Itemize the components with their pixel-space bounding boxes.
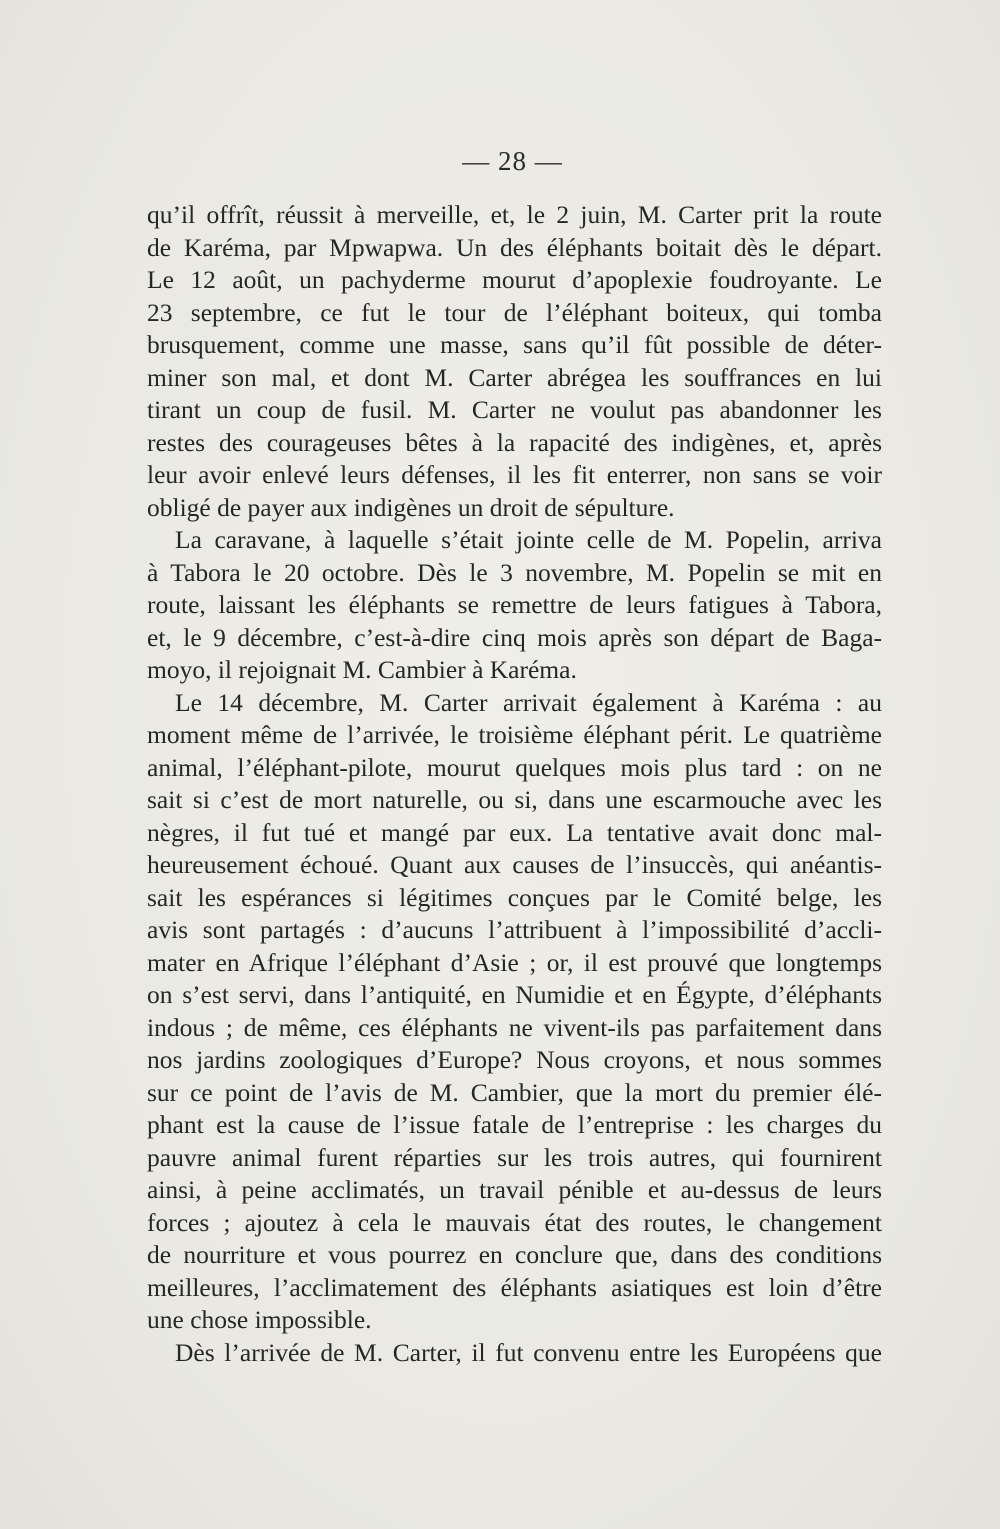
text-line: animal, l’éléphant-pilote, mourut quelques mois plus tard : on ne [147, 752, 882, 782]
text-line: Le 12 août, un pachyderme mourut d’apoplexie foudroyante. Le [147, 265, 882, 294]
text-line: pauvre animal furent réparties sur les trois autres, qui fournirent [147, 1142, 882, 1172]
text-line: La caravane, à laquelle s’était jointe celle de M. Popelin, arriva [175, 525, 882, 554]
text-line: moyo, il rejoignait M. Cambier à Karéma. [147, 655, 577, 684]
text-line: on s’est servi, dans l’antiquité, en Numidie et en Égypte, d’éléphants [147, 980, 882, 1009]
text-line: sur ce point de l’avis de M. Cambier, que la mort du premier élé- [147, 1077, 882, 1107]
text-line: une chose impossible. [147, 1305, 372, 1334]
text-line: moment même de l’arrivée, le troisième éléphant périt. Le quatrième [147, 720, 882, 749]
text-line: tirant un coup de fusil. M. Carter ne voulut pas abandonner les [147, 395, 882, 424]
text-line: Le 14 décembre, M. Carter arrivait également à Karéma : au [175, 687, 882, 717]
text-line: heureusement échoué. Quant aux causes de l’insuccès, qui anéantis- [147, 850, 882, 879]
text-line: restes des courageuses bêtes à la rapacité des indigènes, et, après [147, 427, 882, 457]
text-line: 23 septembre, ce fut le tour de l’éléphant boiteux, qui tomba [147, 297, 882, 327]
text-line: Dès l’arrivée de M. Carter, il fut convenu entre les Européens que [175, 1337, 882, 1367]
text-line: miner son mal, et dont M. Carter abrégea les souffrances en lui [147, 362, 882, 392]
text-line: nos jardins zoologiques d’Europe? Nous croyons, et nous sommes [147, 1045, 882, 1074]
text-line: sait si c’est de mort naturelle, ou si, dans une escarmouche avec les [147, 785, 882, 814]
text-line: de nourriture et vous pourrez en conclure que, dans des conditions [147, 1240, 882, 1269]
text-line: forces ; ajoutez à cela le mauvais état des routes, le changement [147, 1207, 882, 1237]
text-line: indous ; de même, ces éléphants ne vivent-ils pas parfaitement dans [147, 1012, 882, 1042]
text-line: avis sont partagés : d’aucuns l’attribuent à l’impossibilité d’accli- [147, 915, 882, 944]
text-line: meilleures, l’acclimatement des éléphants asiatiques est loin d’être [147, 1272, 882, 1302]
text-line: obligé de payer aux indigènes un droit de sépulture. [147, 492, 675, 522]
text-line: nègres, il fut tué et mangé par eux. La tentative avait donc mal- [147, 817, 882, 847]
text-line: qu’il offrît, réussit à merveille, et, le 2 juin, M. Carter prit la route [147, 200, 882, 229]
text-line: route, laissant les éléphants se remettre de leurs fatigues à Tabora, [147, 590, 882, 619]
text-line: leur avoir enlevé leurs défenses, il les fit enterrer, non sans se voir [147, 460, 882, 489]
text-line: sait les espérances si légitimes conçues par le Comité belge, les [147, 882, 882, 912]
text-line: ainsi, à peine acclimatés, un travail pénible et au-dessus de leurs [147, 1175, 882, 1204]
page-number: — 28 — [462, 146, 563, 176]
text-line: et, le 9 décembre, c’est-à-dire cinq mois après son départ de Baga- [147, 622, 882, 652]
body-text [147, 199, 882, 1369]
text-line: de Karéma, par Mpwapwa. Un des éléphants boitait dès le départ. [147, 232, 882, 262]
text-line: brusquement, comme une masse, sans qu’il fût possible de déter- [147, 330, 882, 359]
text-line: mater en Afrique l’éléphant d’Asie ; or, il est prouvé que longtemps [147, 947, 882, 977]
text-line: à Tabora le 20 octobre. Dès le 3 novembre, M. Popelin se mit en [147, 557, 882, 587]
text-line: phant est la cause de l’issue fatale de l’entreprise : les charges du [147, 1110, 882, 1139]
